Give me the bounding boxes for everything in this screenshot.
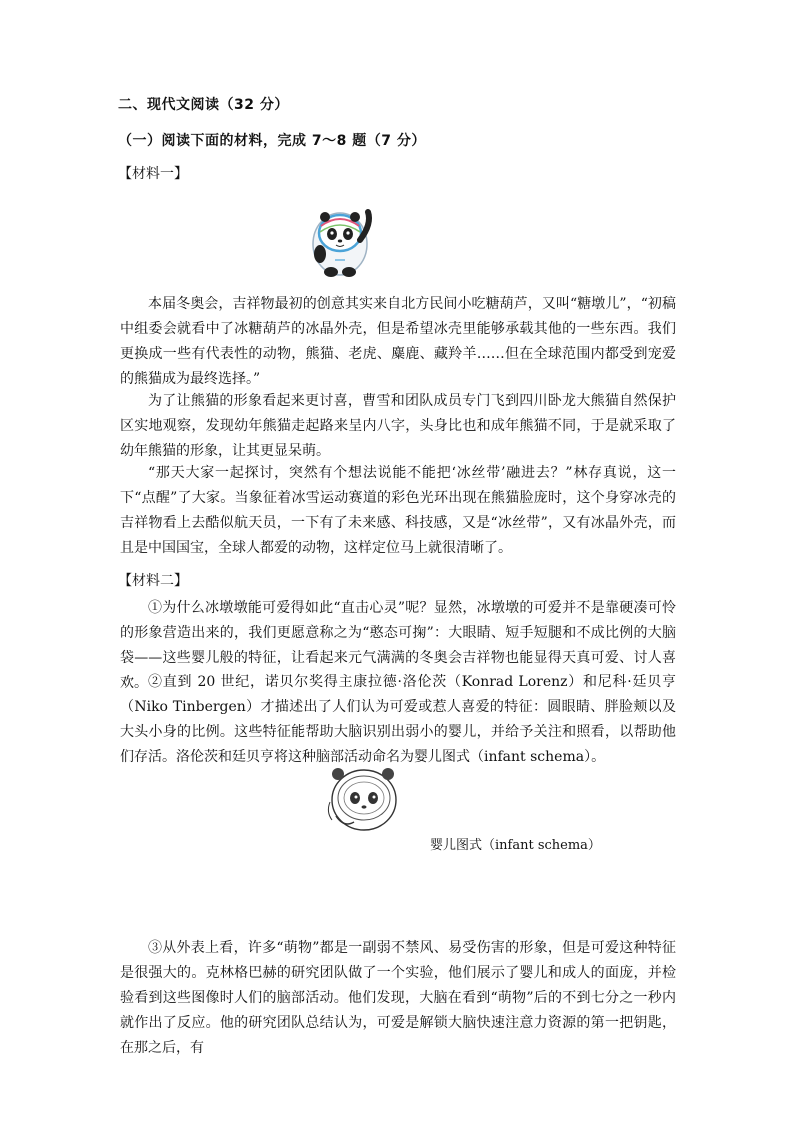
- material1-paragraph-3: “那天大家一起探讨，突然有个想法说能不能把‘冰丝带’融进去？”林存真说，这一下“点醒”了大家。当象征着冰雪运动赛道的彩色光环出现在熊猫脸庞时，这个身穿冰壳的吉祥物看上去酷似航天员，一下有了未来感、科技感，又是“冰丝带”，又有冰晶外壳，而且是中国国宝，全球人都爱的动物，这样定位马上就很清晰了。: [120, 465, 676, 556]
- figure-caption: 婴儿图式（infant schema）: [430, 838, 601, 853]
- infant-schema-sketch: [322, 762, 406, 836]
- material1-label: 【材料一】: [118, 166, 188, 182]
- material2-paragraph-1: ①为什么冰墩墩能可爱得如此“直击心灵”呢？显然，冰墩墩的可爱并不是靠硬凑可怜的形象营造出来的，我们更愿意称之为“憨态可掬”：大眼睛、短手短腿和不成比例的大脑袋——这些婴儿般的特征，让看起来元气满满的冬奥会吉祥物也能显得天真可爱、讨人喜欢。: [120, 600, 676, 691]
- material1-paragraph-1: 本届冬奥会，吉祥物最初的创意其实来自北方民间小吃糖葫芦，又叫“糖墩儿”，“初稿中组委会就看中了冰糖葫芦的冰晶外壳，但是希望冰壳里能够承载其他的一些东西。我们更换成一些有代表性的动物，熊猫、老虎、麋鹿、藏羚羊……但在全球范围内都受到宠爱的熊猫成为最终选择。”: [120, 296, 676, 387]
- mascot-illustration: [300, 200, 380, 280]
- material2-label: 【材料二】: [118, 573, 188, 589]
- section-title: 二、现代文阅读（32 分）: [118, 97, 289, 113]
- material2-paragraph-2: ②直到 20 世纪，诺贝尔奖得主康拉德·洛伦茨（Konrad Lorenz）和尼科·廷贝亨（Niko Tinbergen）才描述出了人们认为可爱或惹人喜爱的特征：圆眼睛、胖脸颊以及大头小身的比例。这些特征能帮助大脑识别出弱小的婴儿，并给予关注和照看，以帮助他们存活。洛伦茨和廷贝亨将这种脑部活动命名为婴儿图式（infant schema）。: [120, 674, 676, 765]
- material2-paragraph-3: ③从外表上看，许多“萌物”都是一副弱不禁风、易受伤害的形象，但是可爱这种特征是很强大的。克林格巴赫的研究团队做了一个实验，他们展示了婴儿和成人的面庞，并检验看到这些图像时人们的脑部活动。他们发现，大脑在看到“萌物”后的不到七分之一秒内就作出了反应。他的研究团队总结认为，可爱是解锁大脑快速注意力资源的第一把钥匙，在那之后，有: [120, 940, 676, 1056]
- material1-paragraph-2: 为了让熊猫的形象看起来更讨喜，曹雪和团队成员专门飞到四川卧龙大熊猫自然保护区实地观察，发现幼年熊猫走起路来呈内八字，头身比也和成年熊猫不同，于是就采取了幼年熊猫的形象，让其更显呆萌。: [120, 393, 676, 459]
- subsection-title: （一）阅读下面的材料，完成 7～8 题（7 分）: [118, 133, 426, 149]
